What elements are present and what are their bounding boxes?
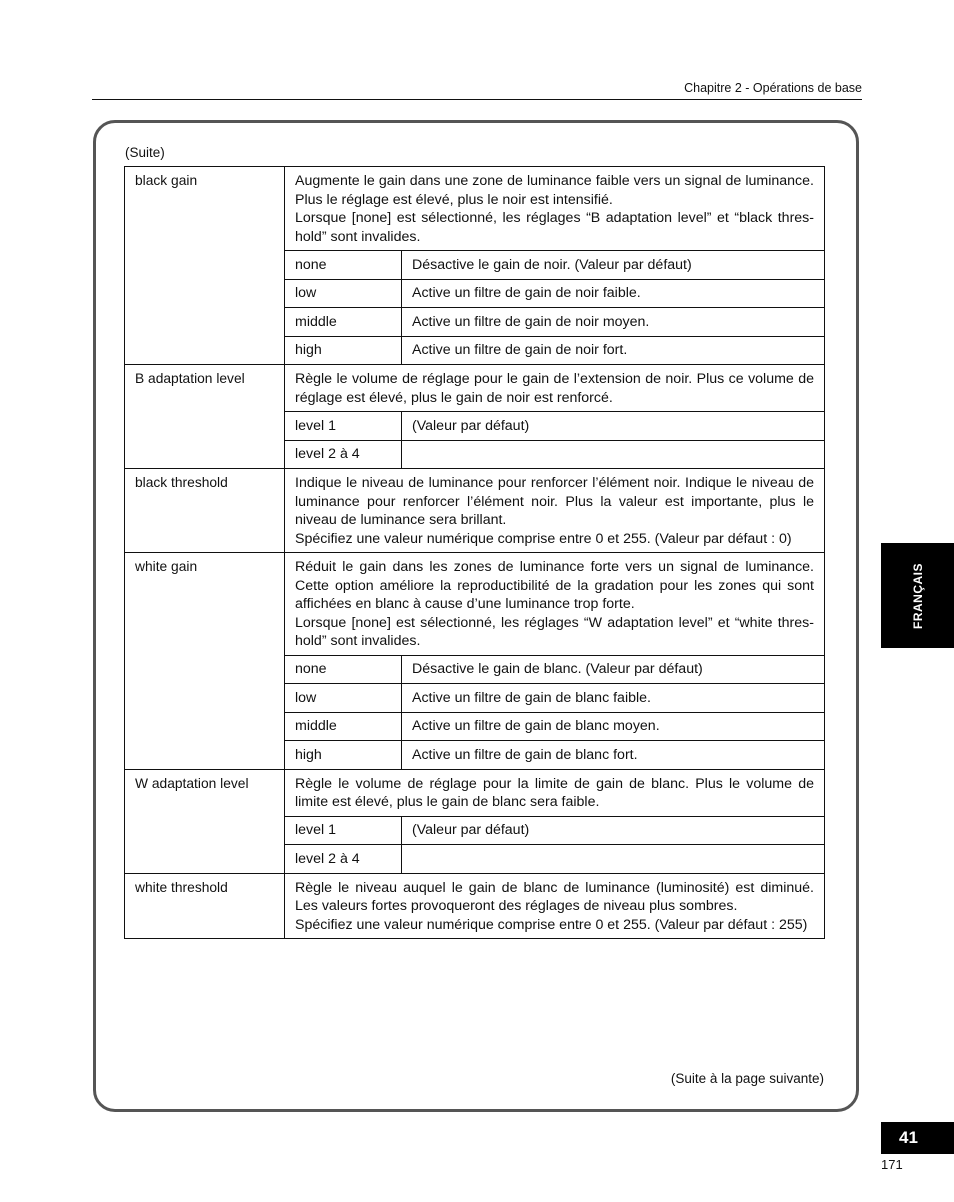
- option-table: [285, 816, 824, 873]
- option-description: Désactive le gain de noir. (Valeur par défaut): [402, 251, 825, 280]
- table-row: [125, 365, 825, 469]
- option-description: (Valeur par défaut): [402, 816, 825, 845]
- setting-name: black gain: [125, 167, 285, 365]
- continue-note: (Suite à la page suivante): [670, 1071, 824, 1086]
- option-row: [285, 816, 824, 845]
- option-row: [285, 684, 824, 713]
- option-value: high: [285, 741, 402, 769]
- option-description: Active un filtre de gain de noir moyen.: [402, 308, 825, 337]
- table-row: [125, 469, 825, 553]
- option-row: [285, 440, 824, 468]
- option-value: none: [285, 655, 402, 684]
- setting-name: white threshold: [125, 873, 285, 939]
- setting-detail-cell: [285, 873, 825, 939]
- option-table: [285, 655, 824, 769]
- option-value: level 1: [285, 816, 402, 845]
- option-value: level 2 à 4: [285, 845, 402, 873]
- option-description: [402, 845, 825, 873]
- setting-description: Augmente le gain dans une zone de luminance faible vers un signal de luminance. Plus le réglage est élevé, plus le noir est intensifié. Lorsque [none] est sélectionné, les réglages “B adaptation level” et “black thres-hold” sont invalides.: [295, 173, 814, 245]
- setting-name: white gain: [125, 553, 285, 770]
- option-description: Active un filtre de gain de noir faible.: [402, 279, 825, 308]
- suite-label: (Suite): [125, 145, 165, 160]
- language-tab: [881, 543, 954, 648]
- sub-page-number: 171: [881, 1157, 903, 1172]
- option-value: low: [285, 279, 402, 308]
- option-value: level 2 à 4: [285, 440, 402, 468]
- setting-detail-cell: [285, 553, 825, 770]
- setting-detail-cell: [285, 769, 825, 873]
- option-table: [285, 250, 824, 364]
- setting-name: W adaptation level: [125, 769, 285, 873]
- option-value: low: [285, 684, 402, 713]
- setting-description: Règle le niveau auquel le gain de blanc de luminance (luminosité) est diminué. Les valeurs fortes provoqueront des réglages de niveau plus sombres. Spécifiez une valeur numérique comprise entre 0 et 255. (Valeur par défaut : 255): [295, 879, 814, 933]
- setting-description: Règle le volume de réglage pour la limite de gain de blanc. Plus le volume de limite est élevé, plus le gain de blanc sera faible.: [295, 775, 814, 810]
- option-row: [285, 845, 824, 873]
- setting-description: Règle le volume de réglage pour le gain de l’extension de noir. Plus ce volume de réglage est élevé, plus le gain de noir est renforcé.: [295, 371, 814, 406]
- option-table: [285, 411, 824, 468]
- chapter-header: Chapitre 2 - Opérations de base: [92, 79, 862, 100]
- option-row: [285, 712, 824, 741]
- option-row: [285, 336, 824, 364]
- option-value: middle: [285, 712, 402, 741]
- table-row: [125, 553, 825, 770]
- option-row: [285, 308, 824, 337]
- settings-table: [124, 166, 825, 939]
- option-description: Active un filtre de gain de blanc moyen.: [402, 712, 825, 741]
- option-description: Active un filtre de gain de blanc fort.: [402, 741, 825, 769]
- option-row: [285, 412, 824, 441]
- option-description: Active un filtre de gain de blanc faible.: [402, 684, 825, 713]
- table-row: [125, 769, 825, 873]
- option-description: Désactive le gain de blanc. (Valeur par défaut): [402, 655, 825, 684]
- setting-detail-cell: [285, 469, 825, 553]
- option-value: high: [285, 336, 402, 364]
- setting-description: Indique le niveau de luminance pour renforcer l’élément noir. Indique le niveau de luminance pour renforcer l’élément noir. Plus la valeur est importante, plus le niveau de luminance sera brillant. Spécifiez une valeur numérique comprise entre 0 et 255. (Valeur par défaut : 0): [295, 475, 814, 547]
- setting-name: black threshold: [125, 469, 285, 553]
- option-value: level 1: [285, 412, 402, 441]
- option-row: [285, 279, 824, 308]
- language-tab-label: FRANÇAIS: [910, 562, 925, 629]
- option-row: [285, 655, 824, 684]
- option-description: (Valeur par défaut): [402, 412, 825, 441]
- option-row: [285, 741, 824, 769]
- option-description: Active un filtre de gain de noir fort.: [402, 336, 825, 364]
- option-description: [402, 440, 825, 468]
- setting-detail-cell: [285, 365, 825, 469]
- option-value: none: [285, 251, 402, 280]
- page-number: 41: [881, 1122, 954, 1154]
- table-row: [125, 873, 825, 939]
- setting-name: B adaptation level: [125, 365, 285, 469]
- table-row: [125, 167, 825, 365]
- option-value: middle: [285, 308, 402, 337]
- setting-description: Réduit le gain dans les zones de luminance forte vers un signal de luminance. Cette option améliore la reproductibilité de la gradation pour les zones qui sont affichées en blanc à cause d’une luminance trop forte. Lorsque [none] est sélectionné, les réglages “W adaptation level” et “white thres-hold” sont invalides.: [295, 559, 814, 649]
- option-row: [285, 251, 824, 280]
- setting-detail-cell: [285, 167, 825, 365]
